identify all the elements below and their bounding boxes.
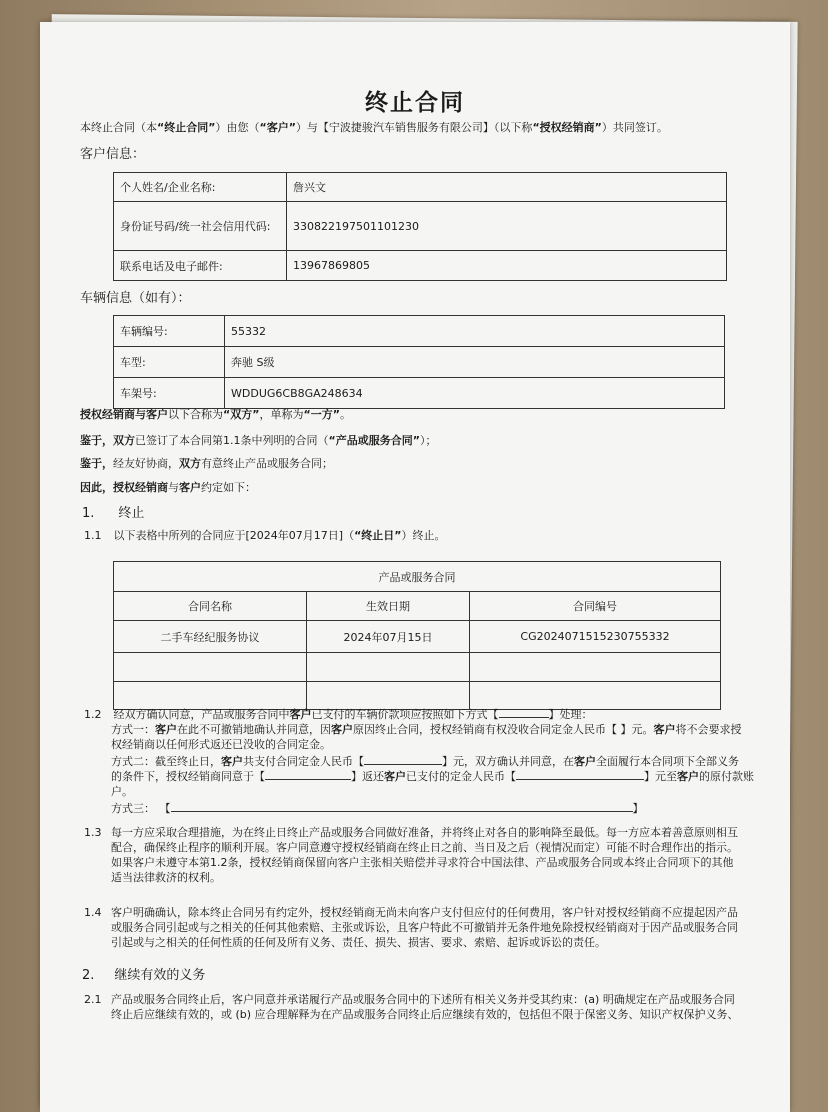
term-customer: 客户 <box>221 755 243 768</box>
text: 因此， <box>80 481 113 494</box>
text: 与 <box>168 481 179 494</box>
table-caption: 产品或服务合同 <box>114 562 721 592</box>
method-label: 方式一： <box>111 723 155 736</box>
term-customer: 客户 <box>155 723 177 736</box>
parties-line <box>80 407 351 422</box>
term-customer: 客户 <box>677 770 699 783</box>
clause-line: 如果客户未遵守本第1.2条，授权经销商保留向客户主张相关赔偿并寻求符合中国法律、产品或服务合同或本终止合同项下的其他 <box>111 856 734 869</box>
cell-value: 詹兴文 <box>287 173 727 202</box>
empty-cell <box>470 653 721 682</box>
text: 已支付的定金人民币【 <box>406 770 516 783</box>
text: 将不会要求授 <box>675 723 742 736</box>
text: 】元，双方确认并同意，在 <box>442 755 574 768</box>
table-row <box>114 316 725 347</box>
section-2-heading <box>82 964 205 983</box>
text: ）； <box>419 434 437 447</box>
cell-label: 联系电话及电子邮件: <box>114 251 287 281</box>
clause-number: 1.3 <box>84 826 102 839</box>
therefore-line <box>80 480 256 495</box>
term-contract: “产品或服务合同” <box>328 434 420 447</box>
text: 的原付款账 <box>699 770 754 783</box>
cell-value: 330822197501101230 <box>287 202 727 251</box>
intro-text: ）共同签订。 <box>601 121 668 134</box>
whereas-2 <box>80 456 333 471</box>
table-row <box>114 621 721 653</box>
term-dealer: 授权经销商 <box>80 408 135 421</box>
text: 】元至 <box>644 770 677 783</box>
method-2 <box>111 754 764 799</box>
blank-return-amount <box>516 779 644 780</box>
vehicle-section-heading: 车辆信息（如有）： <box>80 291 191 306</box>
text: 】处理： <box>548 708 593 721</box>
blank-return-date <box>265 779 351 780</box>
table-row <box>114 251 727 281</box>
clause-number: 1.1 <box>84 529 102 542</box>
table-row <box>114 347 725 378</box>
text: 以下合称为 <box>168 408 223 421</box>
clause-line: 每一方应采取合理措施，为在终止日终止产品或服务合同做好准备，并将终止对各自的影响降至最低。每一方应本着善意原则相互 <box>111 826 738 839</box>
blank-method-3 <box>171 811 633 812</box>
term-dealer: “授权经销商” <box>532 121 602 134</box>
text: 权经销商以任何形式返还已没收的合同定金。 <box>111 738 331 751</box>
text: 经友好协商， <box>113 457 179 470</box>
cell-value: 奔驰 S级 <box>225 347 725 378</box>
text: 经双方确认同意，产品或服务合同中 <box>113 708 290 721</box>
text: 已支付的车辆价款项应按照如下方式【 <box>311 708 499 721</box>
term-customer: 客户 <box>331 723 353 736</box>
intro-text: ）由您（ <box>215 121 260 134</box>
cell-contract-name: 二手车经纪服务协议 <box>114 621 307 653</box>
whereas-1 <box>80 433 436 448</box>
cell-value: WDDUG6CB8GA248634 <box>225 378 725 409</box>
table-row-empty <box>114 682 721 710</box>
text: 已签订了本合同第1.1条中列明的合同（ <box>135 434 329 447</box>
empty-cell <box>470 682 721 710</box>
clause-line <box>84 707 764 722</box>
text: 在此不可撤销地确认并同意，因 <box>177 723 331 736</box>
text: 截至终止日， <box>155 755 221 768</box>
clause-1-3 <box>84 825 774 885</box>
term-customer: 客户 <box>384 770 406 783</box>
clause-number: 2.1 <box>84 993 102 1006</box>
term-parties: “双方” <box>223 408 260 421</box>
blank-deposit-amount <box>364 764 442 765</box>
text: 的条件下，授权经销商同意于【 <box>111 770 265 783</box>
section-title: 终止 <box>118 506 145 521</box>
term-customer: 客户 <box>289 708 312 721</box>
document-title: 终止合同 <box>365 90 465 116</box>
contract-table <box>113 561 721 710</box>
section-title: 继续有效的义务 <box>114 968 206 983</box>
clause-body <box>111 825 774 885</box>
text: 鉴于， <box>80 434 113 447</box>
column-header: 合同编号 <box>470 592 721 621</box>
empty-cell <box>114 653 307 682</box>
term-party: “一方” <box>303 408 340 421</box>
text: ，单称为 <box>259 408 304 421</box>
method-2-line <box>111 769 764 784</box>
text: 全面履行本合同项下全部义务 <box>596 755 739 768</box>
clause-number: 1.4 <box>84 906 102 919</box>
table-header-row <box>114 592 721 621</box>
customer-section-heading: 客户信息： <box>80 147 146 162</box>
table-row <box>114 173 727 202</box>
section-1-heading <box>82 502 144 521</box>
text: 以下表格中所列的合同应于[2024年07月17日]（ <box>113 529 355 542</box>
cell-contract-number: CG2024071515230755332 <box>470 621 721 653</box>
column-header: 合同名称 <box>114 592 307 621</box>
text: 原因终止合同，授权经销商有权没收合同定金人民币【 】元。 <box>353 723 654 736</box>
cell-label: 车辆编号: <box>114 316 225 347</box>
table-row-empty <box>114 653 721 682</box>
text: 【 <box>165 802 171 815</box>
empty-cell <box>307 653 470 682</box>
intro-text: ）与【宁波捷骏汽车销售服务有限公司】（以下称 <box>295 121 533 134</box>
cell-label: 个人姓名/企业名称: <box>114 173 287 202</box>
clause-body <box>111 905 774 950</box>
clause-number: 1.2 <box>84 708 102 721</box>
text: 有意终止产品或服务合同； <box>201 457 333 470</box>
text: 户。 <box>111 785 133 798</box>
term-customer: 客户 <box>574 755 596 768</box>
clause-1-2 <box>84 707 764 816</box>
table-row <box>114 378 725 409</box>
intro-paragraph <box>80 120 668 135</box>
text: 鉴于， <box>80 457 113 470</box>
clause-body <box>111 992 774 1022</box>
method-label: 方式二： <box>111 755 155 768</box>
term-customer: 客户 <box>146 408 168 421</box>
text: 。 <box>339 408 351 421</box>
clause-line: 或服务合同引起或与之相关的任何其他索赔、主张或诉讼，且客户特此不可撤销并无条件地免除授权经销商对于因产品或服务合同 <box>111 921 738 934</box>
clause-1-4 <box>84 905 774 950</box>
clause-line: 引起或与之相关的任何性质的任何及所有义务、责任、损失、损害、要求、索赔、起诉或诉讼的责任。 <box>111 936 606 949</box>
intro-text: 本终止合同（本 <box>80 121 157 134</box>
cell-value: 55332 <box>225 316 725 347</box>
column-header: 生效日期 <box>307 592 470 621</box>
term-customer: “客户” <box>259 121 296 134</box>
method-label: 方式三： <box>111 802 155 815</box>
cell-effective-date: 2024年07月15日 <box>307 621 470 653</box>
clause-2-1 <box>84 992 774 1022</box>
empty-cell <box>307 682 470 710</box>
empty-cell <box>114 682 307 710</box>
clause-line: 客户明确确认，除本终止合同另有约定外，授权经销商无尚未向客户支付但应付的任何费用，客户针对授权经销商不应提起因产品 <box>111 906 738 919</box>
cell-label: 车型: <box>114 347 225 378</box>
method-1 <box>111 722 764 752</box>
term-parties: 双方 <box>113 434 135 447</box>
section-number: 2. <box>82 968 95 983</box>
text: 】返还 <box>351 770 384 783</box>
text: 】 <box>632 802 644 815</box>
method-3 <box>111 801 764 816</box>
cell-label: 车架号: <box>114 378 225 409</box>
blank-method <box>499 717 549 718</box>
clause-1-1 <box>84 528 446 543</box>
text: 与 <box>135 408 146 421</box>
term-parties: 双方 <box>179 457 201 470</box>
vehicle-info-table <box>113 315 725 409</box>
clause-line: 产品或服务合同终止后，客户同意并承诺履行产品或服务合同中的下述所有相关义务并受其约束：(a) 明确规定在产品或服务合同 <box>111 993 735 1006</box>
table-row <box>114 202 727 251</box>
text: 共支付合同定金人民币【 <box>243 755 364 768</box>
document-page <box>40 22 790 1112</box>
term-termination-date: “终止日” <box>354 529 402 542</box>
clause-line: 适当法律救济的权利。 <box>111 871 221 884</box>
term-customer: 客户 <box>653 723 676 736</box>
cell-label: 身份证号码/统一社会信用代码: <box>114 202 287 251</box>
clause-line: 配合，确保终止程序的顺利开展。客户同意遵守授权经销商在终止日之前、当日及之后（视情况而定）可能不时合理作出的指示。 <box>111 841 738 854</box>
term-customer: 客户 <box>179 481 201 494</box>
text: 约定如下： <box>201 481 256 494</box>
table-caption-row <box>114 562 721 592</box>
term-termination: “终止合同” <box>157 121 216 134</box>
section-number: 1. <box>82 506 95 521</box>
clause-line: 终止后应继续有效的，或 (b) 应合理解释为在产品或服务合同终止后应继续有效的，包括但不限于保密义务、知识产权保护义务、 <box>111 1008 739 1021</box>
customer-info-table <box>113 172 727 281</box>
cell-value: 13967869805 <box>287 251 727 281</box>
text: ）终止。 <box>401 529 446 542</box>
term-dealer: 授权经销商 <box>113 481 168 494</box>
